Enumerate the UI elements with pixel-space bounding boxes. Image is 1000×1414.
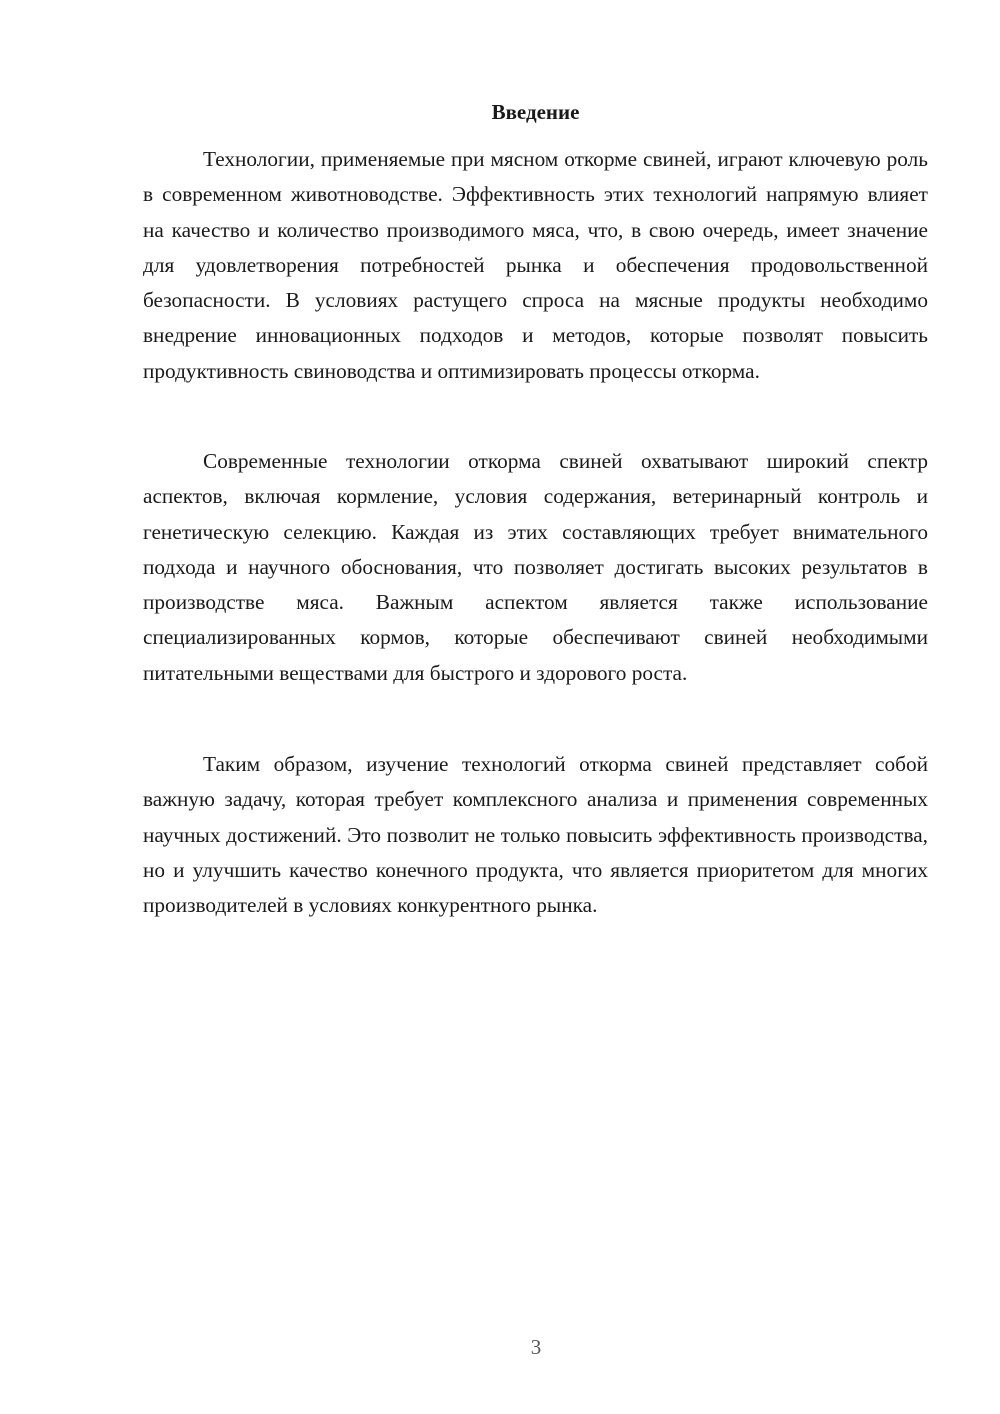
page-number: 3 [530,1335,542,1359]
paragraph-2: Современные технологии откорма свиней охватывают широкий спектр аспектов, включая кормление, условия содержания, ветеринарный контроль и генетическую селекцию. Каждая из этих составляющих требует внимательного подхода и научного обоснования, что позволяет достигать высоких результатов в производстве мяса. Важным аспектом является также использование специализированных кормов, которые обеспечивают свиней необходимыми питательными веществами для быстрого и здорового роста. [143,449,928,685]
section-title: Введение [491,100,580,124]
paragraph-1: Технологии, применяемые при мясном откорме свиней, играют ключевую роль в современном животноводстве. Эффективность этих технологий напрямую влияет на качество и количество производимого мяса, что, в свою очередь, имеет значение для удовлетворения потребностей рынка и обеспечения продовольственной безопасности. В условиях растущего спроса на мясные продукты необходимо внедрение инновационных подходов и методов, которые позволят повысить продуктивность свиноводства и оптимизировать процессы откорма. [143,147,928,383]
paragraph-3: Таким образом, изучение технологий откорма свиней представляет собой важную задачу, которая требует комплексного анализа и применения современных научных достижений. Это позволит не только повысить эффективность производства, но и улучшить качество конечного продукта, что является приоритетом для многих производителей в условиях конкурентного рынка. [143,752,928,918]
